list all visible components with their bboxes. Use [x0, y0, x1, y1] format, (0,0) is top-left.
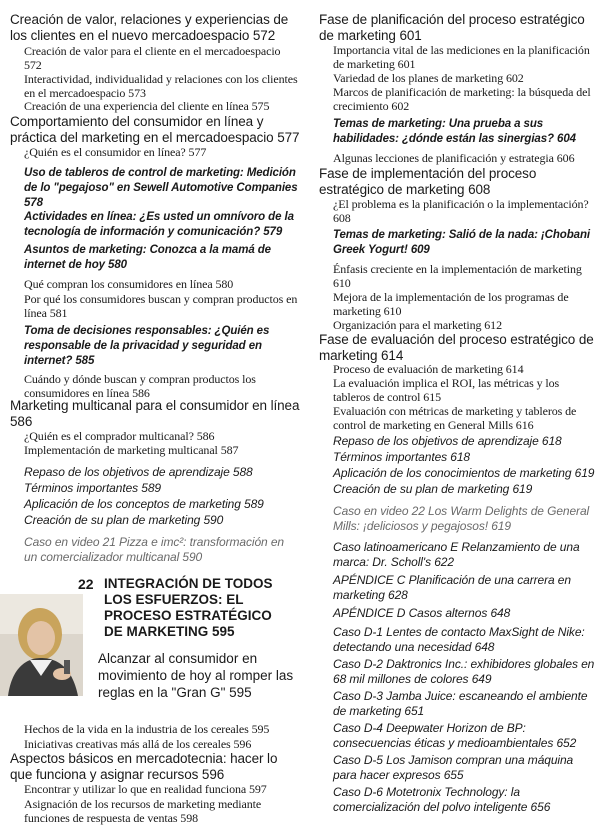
- right-toc-entry: Caso latinoamericano E Relanzamiento de una marca: Dr. Scholl's 622: [333, 540, 580, 569]
- right-toc-entry: Caso D-5 Los Jamison compran una máquina para hacer expresos 655: [333, 753, 574, 782]
- left-toc-entry: Qué compran los consumidores en línea 580: [24, 277, 234, 291]
- left-toc-entry: Creación de una experiencia del cliente en línea 575: [24, 99, 270, 113]
- right-toc-entry: APÉNDICE C Planificación de una carrera en marketing 628: [333, 573, 571, 602]
- left-toc-entry: Toma de decisiones responsables: ¿Quién es responsable de la privacidad y seguridad en internet? 585: [24, 325, 270, 367]
- left-toc-entry: Cuándo y dónde buscan y compran productos los consumidores en línea 586: [24, 372, 256, 400]
- right-toc-entry: Repaso de los objetivos de aprendizaje 618: [333, 434, 562, 448]
- left-toc-entry: Uso de tableros de control de marketing: Medición de lo "pegajoso" en Sewell Automotive Companies 578: [24, 167, 298, 209]
- right-toc-entry: Caso D-6 Motetronix Technology: la comercialización del polvo inteligente 656: [333, 785, 551, 814]
- right-toc-entry: Marcos de planificación de marketing: la búsqueda del crecimiento 602: [333, 85, 591, 113]
- right-toc-entry: Algunas lecciones de planificación y estrategia 606: [333, 151, 575, 165]
- chapter-subtitle: [18, 650, 298, 701]
- right-toc-entry: Fase de planificación del proceso estratégico de marketing 601: [319, 12, 585, 43]
- left-toc-entry: Encontrar y utilizar lo que en realidad funciona 597: [24, 782, 267, 796]
- right-toc-entry: Variedad de los planes de marketing 602: [333, 71, 524, 85]
- left-toc-entry: Comportamiento del consumidor en línea y práctica del marketing en el mercadoespacio 577: [10, 114, 300, 145]
- right-toc-entry: Mejora de la implementación de los programas de marketing 610: [333, 290, 569, 318]
- left-toc-entry: Aspectos básicos en mercadotecnia: hacer lo que funciona y asignar recursos 596: [10, 751, 278, 782]
- right-toc-entry: Caso en video 22 Los Warm Delights de General Mills: ¡deliciosos y pegajosos! 619: [333, 504, 590, 533]
- right-toc-entry: Caso D-2 Daktronics Inc.: exhibidores globales en 68 mil millones de colores 649: [333, 657, 595, 686]
- right-toc-entry: Fase de implementación del proceso estratégico de marketing 608: [319, 166, 537, 197]
- chapter-number: 22: [78, 576, 94, 592]
- right-toc-entry: Énfasis creciente en la implementación de marketing 610: [333, 262, 582, 290]
- left-toc-entry: ¿Quién es el comprador multicanal? 586: [24, 429, 215, 443]
- right-toc-entry: Proceso de evaluación de marketing 614: [333, 362, 524, 376]
- left-toc-entry: Actividades en línea: ¿Es usted un omnívoro de la tecnología de información y comunicación? 579: [24, 211, 294, 238]
- left-toc-entry: Asignación de los recursos de marketing mediante funciones de respuesta de ventas 598: [24, 797, 262, 825]
- right-toc-entry: ¿El problema es la planificación o la implementación? 608: [333, 197, 589, 225]
- right-toc-entry: APÉNDICE D Casos alternos 648: [333, 606, 511, 620]
- right-toc-entry: Caso D-1 Lentes de contacto MaxSight de Nike: detectando una necesidad 648: [333, 625, 585, 654]
- left-toc-entry: Implementación de marketing multicanal 587: [24, 443, 239, 457]
- left-toc-entry: Por qué los consumidores buscan y compran productos en línea 581: [24, 292, 298, 320]
- left-toc-entry: Aplicación de los conceptos de marketing 589: [24, 497, 264, 511]
- left-toc-entry: ¿Quién es el consumidor en línea? 577: [24, 145, 207, 159]
- right-toc-entry: Importancia vital de las mediciones en la planificación de marketing 601: [333, 43, 590, 71]
- left-toc-entry: Creación de valor para el cliente en el mercadoespacio 572: [24, 44, 281, 72]
- right-toc-entry: La evaluación implica el ROI, las métricas y los tableros de control 615: [333, 376, 560, 404]
- right-toc-entry: Temas de marketing: Salió de la nada: ¡Chobani Greek Yogurt! 609: [333, 229, 590, 256]
- left-toc-entry: Iniciativas creativas más allá de los cereales 596: [24, 737, 252, 751]
- right-toc-entry: Organización para el marketing 612: [333, 318, 502, 332]
- left-toc-entry: Repaso de los objetivos de aprendizaje 588: [24, 465, 253, 479]
- left-toc-entry: Marketing multicanal para el consumidor en línea 586: [10, 398, 300, 429]
- left-toc-entry: Creación de su plan de marketing 590: [24, 513, 224, 527]
- left-toc-entry: Asuntos de marketing: Conozca a la mamá de internet de hoy 580: [24, 244, 271, 271]
- left-toc-entry: Términos importantes 589: [24, 481, 161, 495]
- chapter-subtitle-text: Alcanzar al consumidor en movimiento de hoy al romper las reglas en la "Gran G" 595: [98, 651, 294, 700]
- right-toc-entry: Aplicación de los conocimientos de marketing 619: [333, 466, 595, 480]
- right-toc-entry: Caso D-4 Deepwater Horizon de BP: consecuencias éticas y medioambientales 652: [333, 721, 577, 750]
- right-toc-entry: Caso D-3 Jamba Juice: escaneando el ambiente de marketing 651: [333, 689, 588, 718]
- left-toc-entry: Creación de valor, relaciones y experiencias de los clientes en el nuevo mercadoespacio 572: [10, 12, 289, 43]
- left-toc-entry: Interactividad, individualidad y relaciones con los clientes en el mercadoespacio 573: [24, 72, 298, 100]
- left-toc-entry: Caso en video 21 Pizza e imc²: transformación en un comercializador multicanal 590: [24, 535, 284, 564]
- right-toc-entry: Creación de su plan de marketing 619: [333, 482, 533, 496]
- chapter-title: INTEGRACIÓN DE TODOS LOS ESFUERZOS: EL PROCESO ESTRATÉGICO DE MARKETING 595: [104, 576, 273, 639]
- right-toc-entry: Términos importantes 618: [333, 450, 470, 464]
- right-toc-entry: Temas de marketing: Una prueba a sus habilidades: ¿dónde están las sinergias? 604: [333, 118, 576, 145]
- left-toc-entry: Hechos de la vida en la industria de los cereales 595: [24, 722, 270, 736]
- right-toc-entry: Evaluación con métricas de marketing y tableros de control de marketing en General Mills 616: [333, 404, 577, 432]
- right-toc-entry: Fase de evaluación del proceso estratégico de marketing 614: [319, 332, 594, 363]
